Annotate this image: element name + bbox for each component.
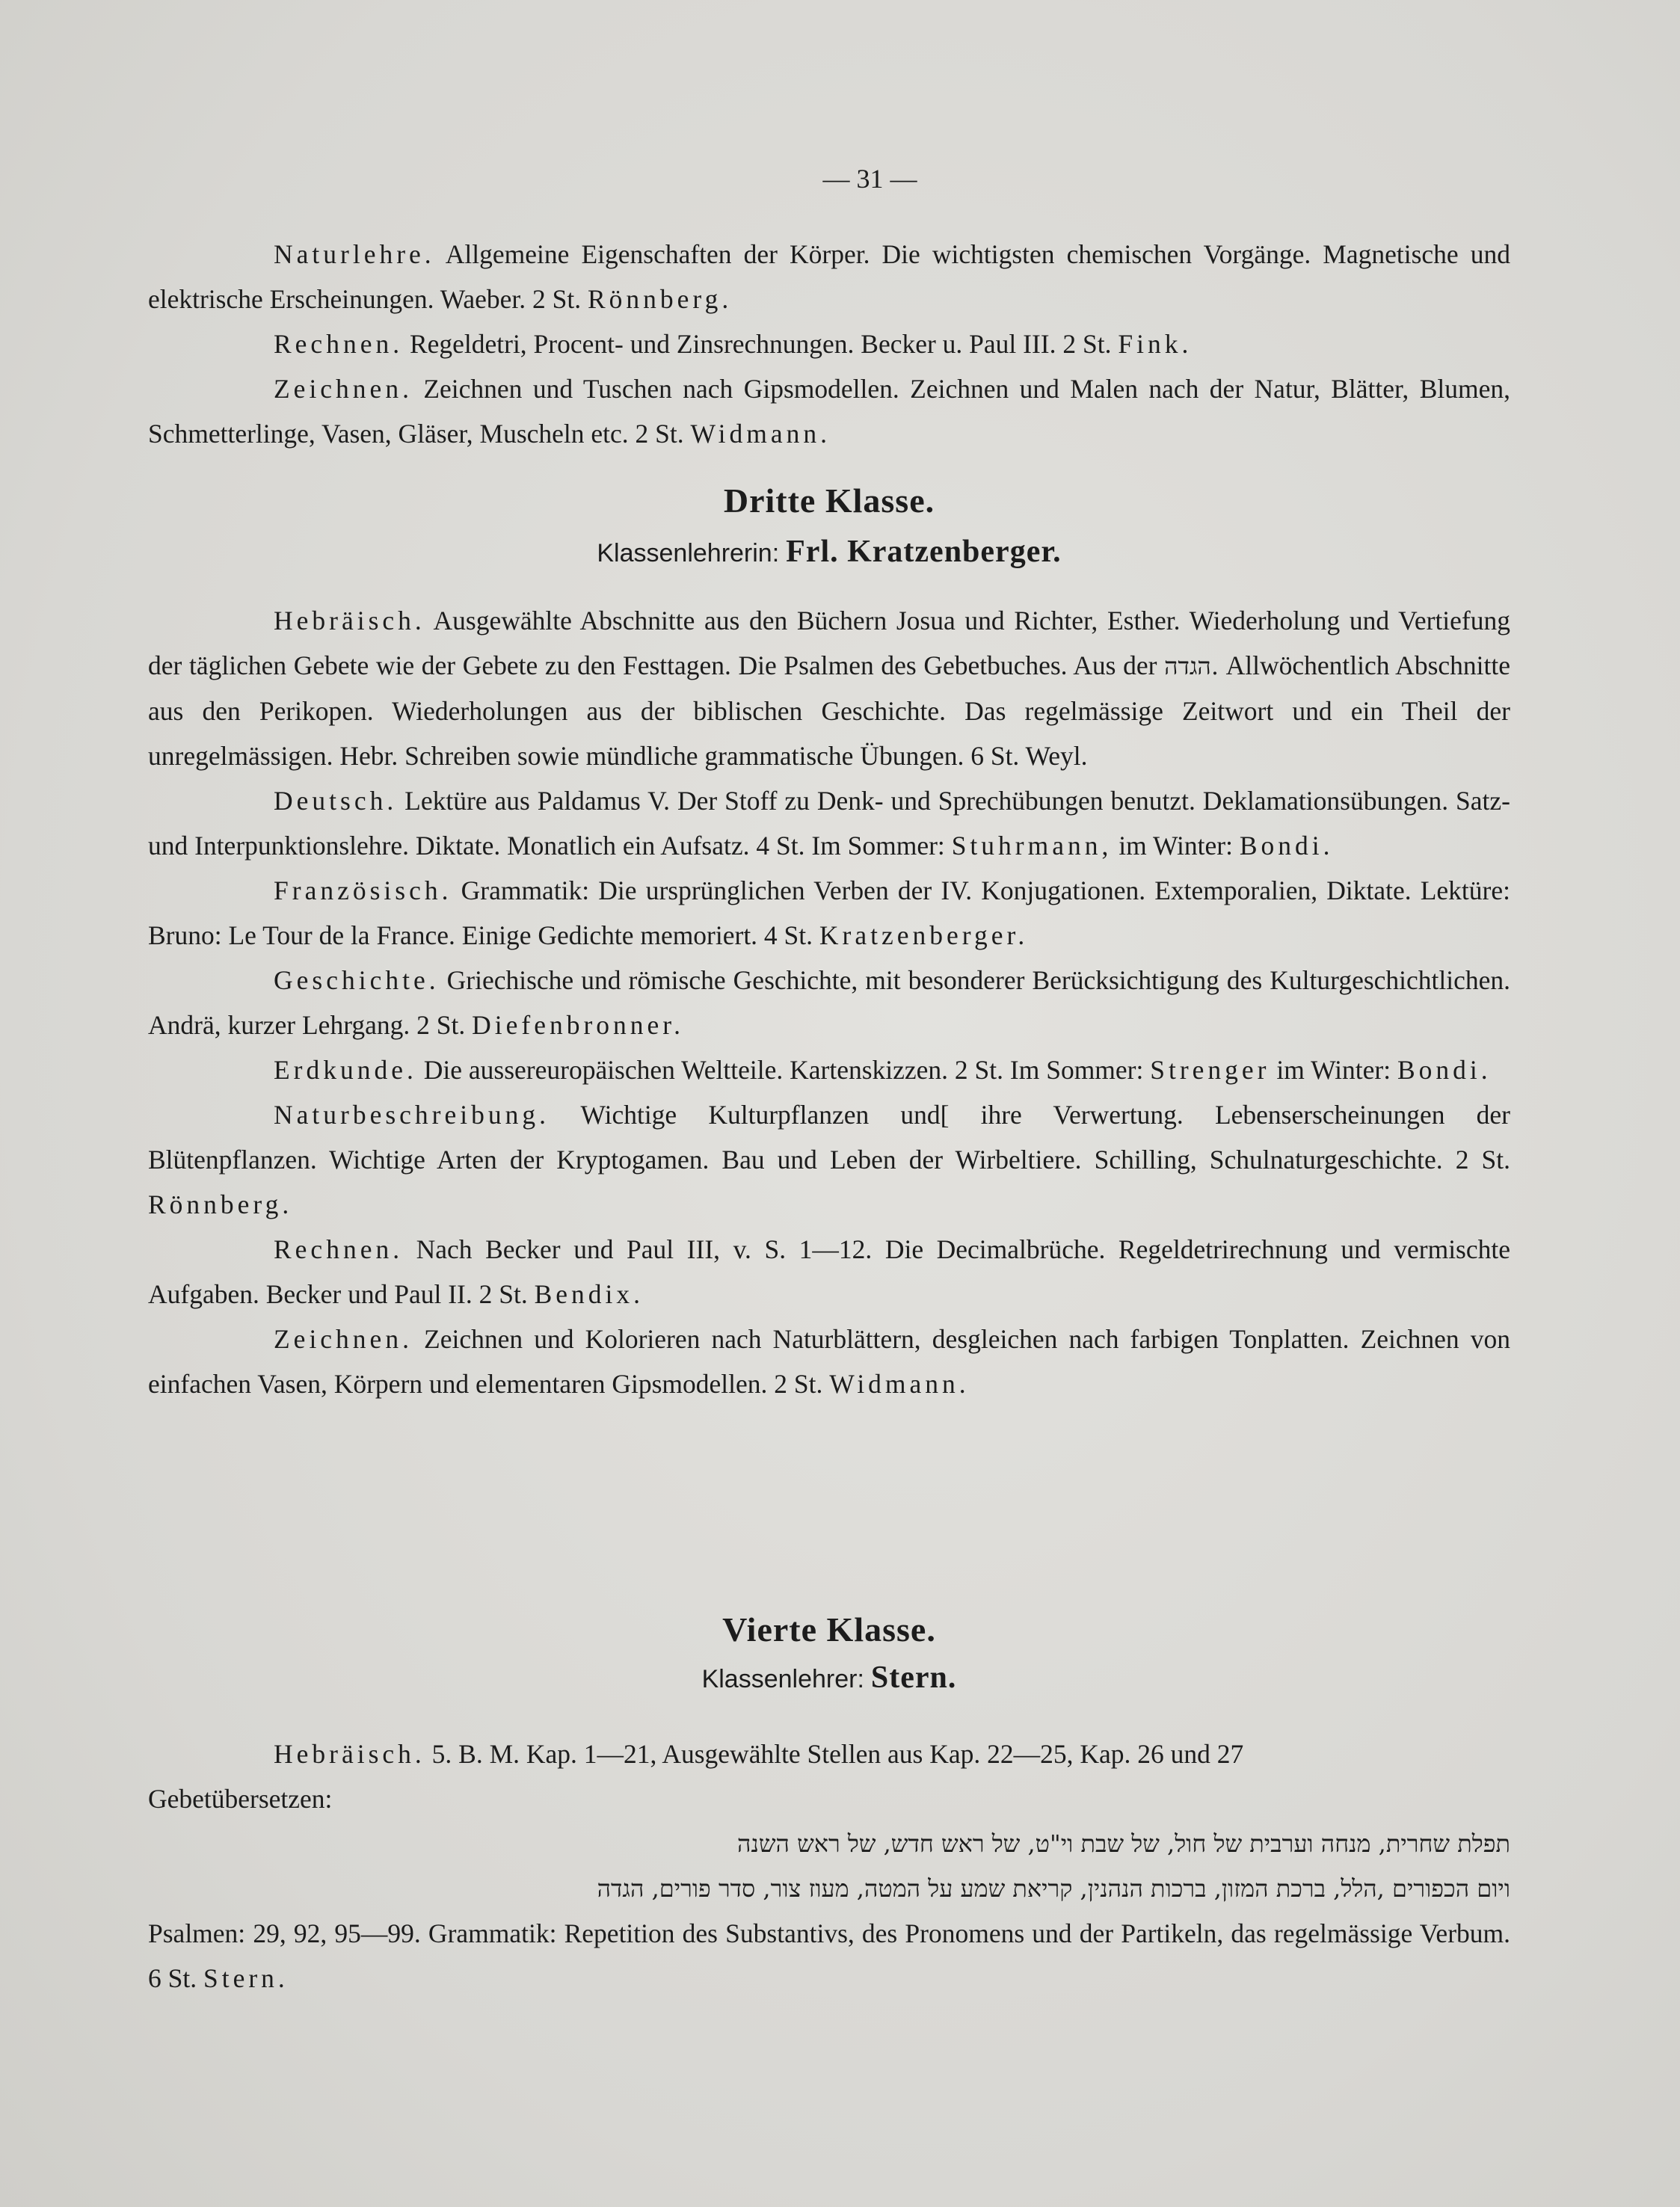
teacher-name: Widmann.	[829, 1369, 970, 1399]
paragraph-text: Allgemeine Eigenschaften der Körper. Die wichtigsten chemischen Vorgänge. Magnetische und elektrische Erscheinungen. Waeber. 2 St.	[148, 239, 1510, 314]
subject-label: Französisch.	[274, 875, 452, 905]
prayer-translation-label: Gebetübersetzen:	[148, 1784, 333, 1814]
subject-label: Naturlehre.	[274, 239, 435, 269]
subject-label: Deutsch.	[274, 786, 398, 816]
paragraph-text: Die aussereuropäischen Weltteile. Kartenskizzen. 2 St. Im Sommer:	[416, 1055, 1151, 1085]
class-teacher-name: Frl. Kratzenberger.	[786, 535, 1062, 569]
hebrew-word: הגדה.	[1164, 652, 1219, 680]
subject-label: Hebräisch.	[274, 606, 425, 635]
paragraph-erdkunde	[148, 1047, 1510, 1092]
subject-label: Hebräisch.	[274, 1739, 425, 1769]
paragraph-text: Griechische und römische Geschichte, mit besonderer Berücksichtigung des Kulturgeschichtlichen. Andrä, kurzer Lehrgang. 2 St.	[148, 965, 1510, 1040]
paragraph-text: im Winter:	[1112, 831, 1240, 861]
paragraph-naturbeschreibung	[148, 1092, 1510, 1227]
teacher-name: Diefenbronner.	[472, 1010, 685, 1040]
hebrew-line: תפלת שחרית, מנחה וערבית של חול, של שבת וי"ט, של ראש חדש, של ראש השנה	[737, 1829, 1510, 1858]
paragraph-text: Zeichnen und Kolorieren nach Naturblättern, desgleichen nach farbigen Tonplatten. Zeichnen von einfachen Vasen, Körpern und elementaren Gipsmodellen. 2 St.	[148, 1324, 1510, 1399]
paragraph-line	[148, 1911, 1510, 2001]
subject-label: Geschichte.	[274, 965, 440, 995]
paragraph-text: Nach Becker und Paul III, v. S. 1—12. Die Decimalbrüche. Regeldetrirechnung und vermischte Aufgaben. Becker und Paul II. 2 St.	[148, 1234, 1510, 1309]
teacher-name: Fink.	[1118, 329, 1193, 359]
teacher-name: Rönnberg.	[148, 1189, 293, 1219]
paragraph-rechnen	[148, 321, 1510, 366]
paragraph-line	[148, 1732, 1510, 1776]
paragraph-hebraeisch	[148, 1732, 1510, 2001]
paragraph-deutsch	[148, 778, 1510, 868]
paragraph-line	[148, 1776, 1510, 1821]
subject-label: Zeichnen.	[274, 1324, 413, 1354]
hebrew-prayer-list	[148, 1866, 1510, 1911]
subject-label: Rechnen.	[274, 329, 404, 359]
teacher-name: Kratzenberger.	[819, 920, 1029, 950]
section-heading: Vierte Klasse.	[722, 1610, 936, 1649]
teacher-name: Bendix.	[534, 1279, 644, 1309]
paragraph-hebraeisch	[148, 598, 1510, 778]
section-dritte-klasse	[148, 478, 1510, 1406]
teacher-name: Rönnberg.	[587, 284, 733, 314]
section-vierte-klasse	[148, 1607, 1510, 2001]
subject-label: Naturbeschreibung.	[274, 1100, 550, 1130]
paragraph-text: Grammatik: Die ursprünglichen Verben der IV. Konjugationen. Extemporalien, Diktate. Lektüre: Bruno: Le Tour de la France. Einige Gedichte memoriert. 4 St.	[148, 875, 1510, 950]
subject-label: Erdkunde.	[274, 1055, 417, 1085]
section-heading: Dritte Klasse.	[723, 481, 935, 520]
class-teacher-label: Klassenlehrerin:	[597, 539, 780, 567]
section-continuation	[148, 232, 1510, 456]
hebrew-prayer-list	[148, 1821, 1510, 1866]
class-teacher-line	[148, 529, 1510, 576]
paragraph-naturlehre	[148, 232, 1510, 321]
class-teacher-name: Stern.	[870, 1660, 957, 1695]
teacher-name: Stuhrmann,	[951, 831, 1113, 861]
paragraph-text: Allwöchentlich Abschnitte aus den Perikopen. Wiederholungen aus der biblischen Geschichte. Das regelmässige Zeitwort und ein Theil der unregelmässigen. Hebr. Schreiben sowie mündliche grammatische Übungen. 6 St. Weyl.	[148, 650, 1510, 771]
teacher-name: Strenger	[1150, 1055, 1270, 1085]
class-teacher-label: Klassenlehrer:	[701, 1665, 864, 1693]
paragraph-text: Ausgewählte Abschnitte aus den Büchern Josua und Richter, Esther. Wiederholung und Vertiefung der täglichen Gebete wie der Gebete zu den Festtagen. Die Psalmen des Gebetbuches. Aus der	[148, 606, 1510, 680]
paragraph-franzoesisch	[148, 868, 1510, 958]
paragraph-text: Lektüre aus Paldamus V. Der Stoff zu Denk- und Sprechübungen benutzt. Deklamationsübungen. Satz- und Interpunktionslehre. Diktate. Monatlich ein Aufsatz. 4 St. Im Sommer:	[148, 786, 1510, 861]
paragraph-geschichte	[148, 958, 1510, 1047]
paragraph-text: im Winter:	[1270, 1055, 1397, 1085]
paragraph-zeichnen	[148, 1317, 1510, 1406]
class-teacher-line	[148, 1655, 1510, 1702]
teacher-name: Bondi.	[1397, 1055, 1492, 1085]
hebrew-line: ויום הכפורים ,הלל, ברכת המזון, ברכות הנהנין, קריאת שמע על המטה, מעוז צור, סדר פורים, הגדה	[597, 1874, 1510, 1903]
paragraph-zeichnen	[148, 366, 1510, 456]
teacher-name: Stern.	[203, 1963, 289, 1993]
subject-label: Rechnen.	[274, 1234, 404, 1264]
teacher-name: Widmann.	[690, 419, 831, 449]
paragraph-text: Psalmen: 29, 92, 95—99. Grammatik: Repetition des Substantivs, des Pronomens und der Partikeln, das regelmässige Verbum. 6 St.	[148, 1918, 1510, 1993]
paragraph-rechnen	[148, 1227, 1510, 1317]
paragraph-text: Wichtige Kulturpflanzen und[ ihre Verwertung. Lebenserscheinungen der Blütenpflanzen. Wichtige Arten der Kryptogamen. Bau und Leben der Wirbeltiere. Schilling, Schulnaturgeschichte. 2 St.	[148, 1100, 1510, 1175]
subject-label: Zeichnen.	[274, 374, 413, 404]
paragraph-text: Zeichnen und Tuschen nach Gipsmodellen. Zeichnen und Malen nach der Natur, Blätter, Blumen, Schmetterlinge, Vasen, Gläser, Muscheln etc. 2 St.	[148, 374, 1510, 449]
page-number: — 31 —	[822, 164, 917, 194]
paragraph-text: 5. B. M. Kap. 1—21, Ausgewählte Stellen aus Kap. 22—25, Kap. 26 und 27	[425, 1739, 1244, 1769]
paragraph-text: Regeldetri, Procent- und Zinsrechnungen. Becker u. Paul III. 2 St.	[403, 329, 1119, 359]
teacher-name: Bondi.	[1239, 831, 1334, 861]
